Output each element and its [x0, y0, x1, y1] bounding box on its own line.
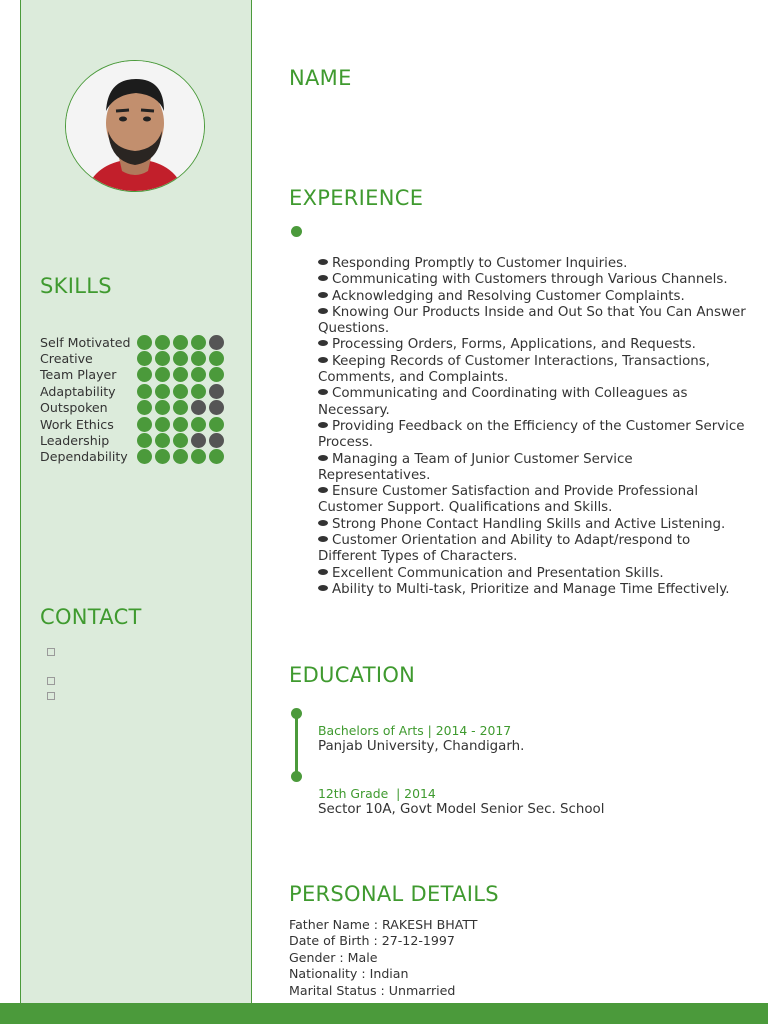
experience-item — [318, 419, 748, 452]
personal-detail-line: Gender : Male — [289, 949, 378, 965]
skill-name: Adaptability — [40, 383, 116, 399]
skill-name: Self Motivated — [40, 334, 131, 350]
contact-title: CONTACT — [40, 605, 142, 629]
contact-item — [47, 660, 55, 675]
experience-item — [318, 582, 748, 598]
rating-dot-filled — [137, 335, 152, 350]
experience-text: Keeping Records of Customer Interactions, Transactions, Comments, and Complaints. — [318, 353, 710, 386]
bullet-icon — [318, 389, 328, 395]
skill-name: Work Ethics — [40, 416, 114, 432]
rating-dot-filled — [173, 335, 188, 350]
experience-list — [318, 256, 748, 598]
experience-item — [318, 337, 748, 353]
personal-detail-line: Father Name : RAKESH BHATT — [289, 917, 478, 932]
bullet-icon — [318, 259, 328, 265]
experience-item — [318, 386, 748, 419]
rating-dot-filled — [173, 384, 188, 399]
rating-dot-filled — [191, 351, 206, 366]
experience-item — [318, 533, 748, 566]
skill-row — [40, 383, 240, 399]
bullet-icon — [318, 520, 328, 526]
personal-detail-line: Marital Status : Unmarried — [289, 982, 456, 998]
rating-dot-empty — [209, 384, 224, 399]
experience-item — [318, 272, 748, 288]
rating-dot-filled — [173, 433, 188, 448]
personal-details — [289, 917, 478, 999]
education-heading: 12th Grade | 2014 — [318, 786, 436, 801]
rating-dot-filled — [155, 400, 170, 415]
skill-row — [40, 334, 240, 350]
profile-photo — [66, 61, 204, 191]
skill-name: Outspoken — [40, 400, 108, 416]
timeline-node-icon — [291, 708, 302, 719]
rating-dot-filled — [155, 384, 170, 399]
rating-dot-filled — [155, 433, 170, 448]
rating-dot-filled — [209, 351, 224, 366]
skill-rating — [137, 335, 224, 350]
bullet-icon — [318, 275, 328, 281]
rating-dot-empty — [209, 400, 224, 415]
skill-name: Team Player — [40, 367, 117, 383]
personal-details-title: PERSONAL DETAILS — [289, 882, 499, 906]
skill-rating — [137, 384, 224, 399]
rating-dot-filled — [155, 335, 170, 350]
experience-text: Processing Orders, Forms, Applications, and Requests. — [332, 337, 696, 353]
education-timeline — [295, 712, 298, 776]
skill-rating — [137, 449, 224, 464]
rating-dot-filled — [155, 417, 170, 432]
sidebar — [20, 0, 252, 1004]
skill-name: Creative — [40, 351, 93, 367]
bullet-icon — [318, 357, 328, 363]
education-heading: Bachelors of Arts | 2014 - 2017 — [318, 723, 512, 738]
rating-dot-filled — [155, 449, 170, 464]
timeline-dot-icon — [291, 226, 302, 237]
skill-name: Leadership — [40, 433, 110, 449]
rating-dot-filled — [209, 367, 224, 382]
bullet-icon — [318, 292, 328, 298]
rating-dot-filled — [173, 417, 188, 432]
rating-dot-empty — [209, 335, 224, 350]
contact-item — [47, 645, 55, 660]
rating-dot-filled — [137, 351, 152, 366]
contact-item — [47, 674, 55, 689]
education-institution: Sector 10A, Govt Model Senior Sec. School — [318, 802, 605, 817]
skill-rating — [137, 433, 224, 448]
rating-dot-filled — [191, 367, 206, 382]
rating-dot-filled — [137, 400, 152, 415]
bullet-icon — [318, 340, 328, 346]
name-title: NAME — [289, 66, 352, 90]
education-institution: Panjab University, Chandigarh. — [318, 739, 525, 754]
experience-item — [318, 256, 748, 272]
rating-dot-filled — [191, 417, 206, 432]
experience-text: Responding Promptly to Customer Inquiries. — [332, 256, 628, 271]
experience-item — [318, 305, 748, 338]
rating-dot-filled — [173, 367, 188, 382]
rating-dot-filled — [137, 417, 152, 432]
rating-dot-filled — [191, 335, 206, 350]
experience-text: Providing Feedback on the Efficiency of the Customer Service Process. — [318, 418, 745, 451]
rating-dot-filled — [191, 384, 206, 399]
bullet-icon — [318, 585, 328, 591]
personal-detail-line: Date of Birth : 27-12-1997 — [289, 933, 455, 949]
rating-dot-empty — [209, 433, 224, 448]
rating-dot-filled — [155, 367, 170, 382]
bullet-icon — [318, 487, 328, 493]
rating-dot-empty — [191, 433, 206, 448]
experience-text: Acknowledging and Resolving Customer Complaints. — [332, 288, 685, 304]
bullet-icon — [318, 422, 328, 428]
avatar — [65, 60, 205, 192]
skill-rating — [137, 400, 224, 415]
experience-item — [318, 452, 748, 485]
placeholder-icon — [47, 677, 55, 685]
personal-detail-line: Nationality : Indian — [289, 966, 409, 982]
experience-item — [318, 566, 748, 582]
footer-bar — [0, 1003, 768, 1024]
timeline-node-icon — [291, 771, 302, 782]
bullet-icon — [318, 455, 328, 461]
rating-dot-filled — [209, 417, 224, 432]
bullet-icon — [318, 308, 328, 314]
bullet-icon — [318, 536, 328, 542]
experience-text: Communicating with Customers through Various Channels. — [332, 272, 728, 288]
bullet-icon — [318, 569, 328, 575]
placeholder-icon — [47, 692, 55, 700]
experience-text: Ensure Customer Satisfaction and Provide Professional Customer Support. Qualifications and Skills. — [318, 484, 699, 516]
skill-row — [40, 350, 240, 366]
rating-dot-filled — [173, 449, 188, 464]
skills-title: SKILLS — [40, 274, 112, 298]
experience-item — [318, 354, 748, 387]
contact-list — [47, 645, 55, 703]
contact-item — [47, 689, 55, 704]
skill-rating — [137, 367, 224, 382]
rating-dot-filled — [137, 449, 152, 464]
experience-text: Strong Phone Contact Handling Skills and Active Listening. — [332, 516, 726, 532]
experience-text: Ability to Multi-task, Prioritize and Manage Time Effectively. — [332, 581, 730, 597]
rating-dot-filled — [209, 449, 224, 464]
experience-text: Communicating and Coordinating with Colleagues as Necessary. — [318, 386, 688, 418]
rating-dot-filled — [191, 449, 206, 464]
skill-rating — [137, 417, 224, 432]
rating-dot-empty — [191, 400, 206, 415]
rating-dot-filled — [137, 433, 152, 448]
skill-row — [40, 367, 240, 383]
skill-row — [40, 449, 240, 465]
skill-row — [40, 400, 240, 416]
skills-list — [40, 334, 240, 465]
skill-rating — [137, 351, 224, 366]
rating-dot-filled — [173, 400, 188, 415]
rating-dot-filled — [155, 351, 170, 366]
education-title: EDUCATION — [289, 663, 416, 687]
experience-item — [318, 484, 748, 517]
skill-row — [40, 432, 240, 448]
experience-text: Excellent Communication and Presentation Skills. — [332, 565, 664, 581]
experience-text: Customer Orientation and Ability to Adapt/respond to Different Types of Characters. — [318, 533, 691, 565]
rating-dot-filled — [173, 351, 188, 366]
rating-dot-filled — [137, 367, 152, 382]
experience-item — [318, 517, 748, 533]
experience-title: EXPERIENCE — [289, 186, 424, 210]
experience-text: Managing a Team of Junior Customer Service Representatives. — [318, 451, 633, 483]
skill-row — [40, 416, 240, 432]
placeholder-icon — [47, 648, 55, 656]
experience-item — [318, 289, 748, 305]
experience-text: Knowing Our Products Inside and Out So that You Can Answer Questions. — [318, 304, 746, 337]
skill-name: Dependability — [40, 449, 128, 465]
rating-dot-filled — [137, 384, 152, 399]
